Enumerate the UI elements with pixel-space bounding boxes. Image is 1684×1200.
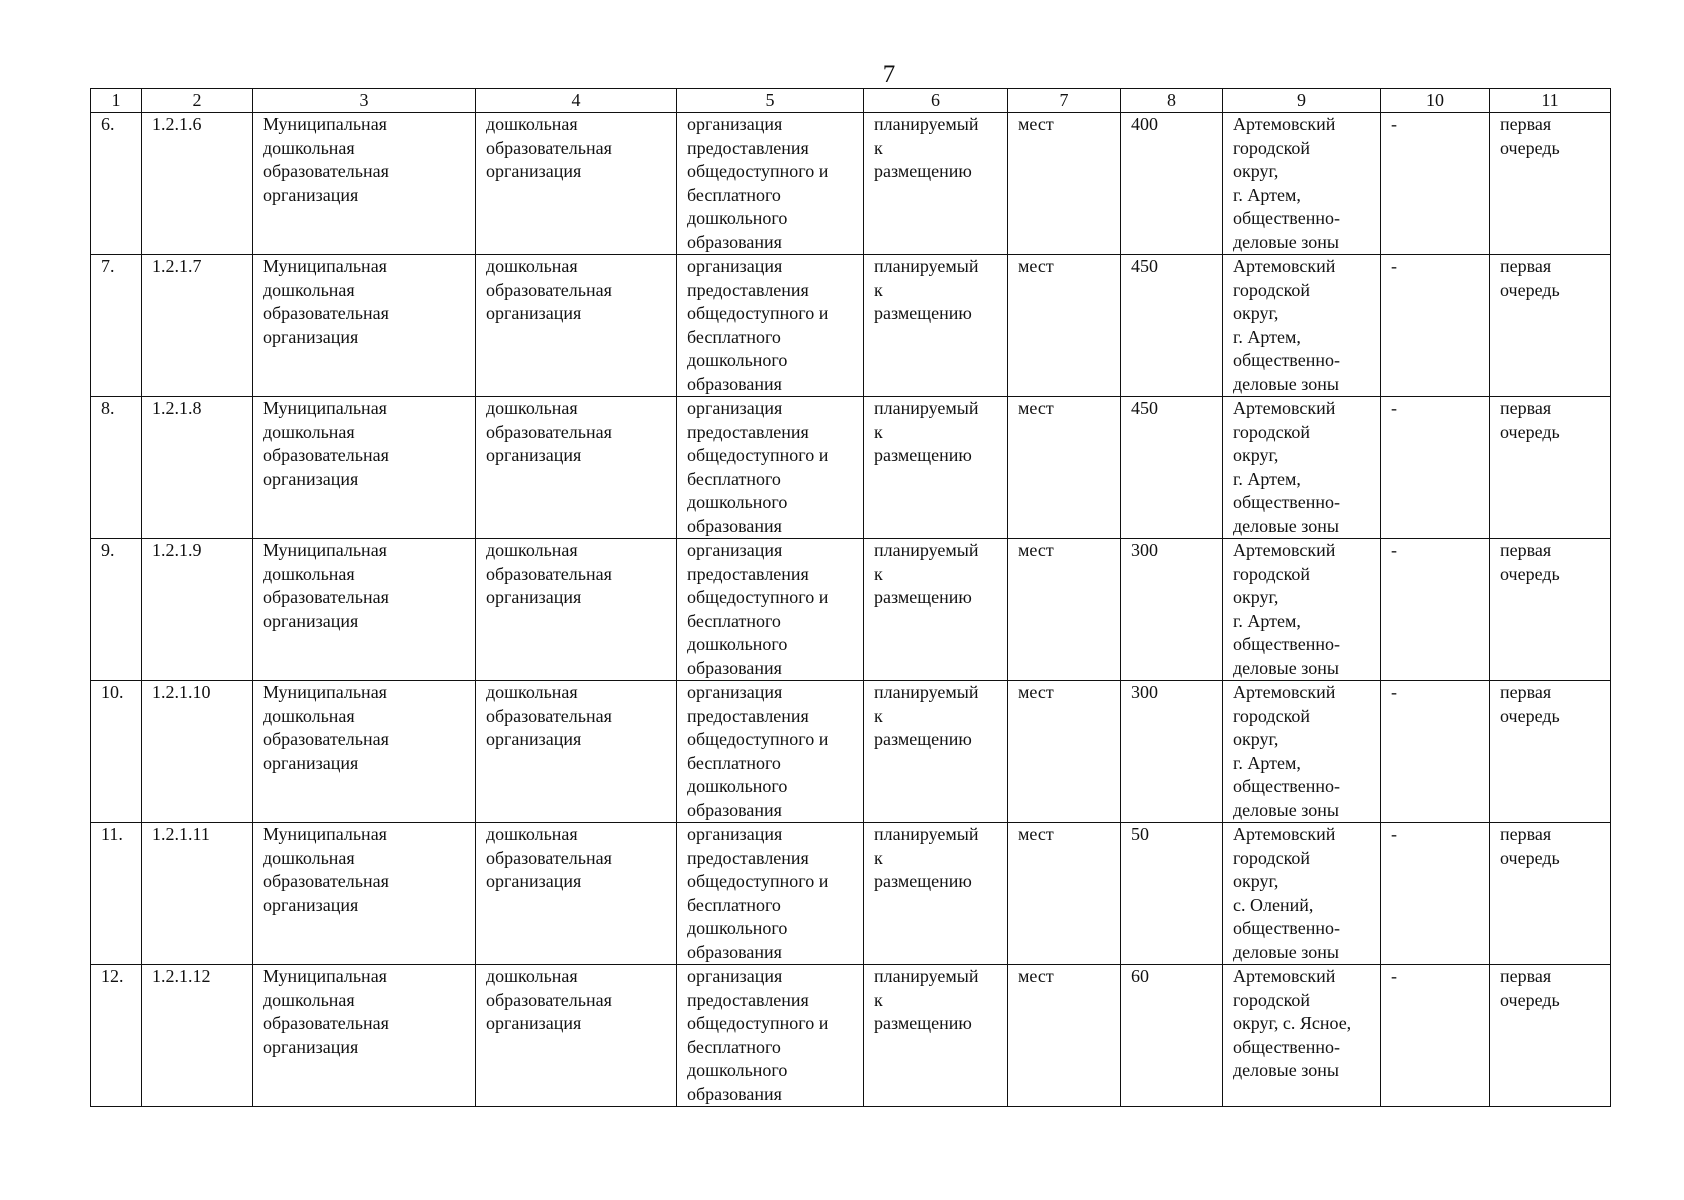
capacity-cell: 300 (1121, 539, 1223, 681)
object-purpose: организация предоставления общедоступного и бесплатного дошкольного образования (677, 965, 864, 1107)
column-header-10: 10 (1381, 89, 1490, 113)
stage-cell: первая очередь (1490, 255, 1611, 397)
zone-cell: - (1381, 255, 1490, 397)
capacity-cell: 50 (1121, 823, 1223, 965)
table-body (91, 113, 1611, 1107)
object-status: планируемый к размещению (864, 681, 1008, 823)
column-header-3: 3 (253, 89, 476, 113)
row-number: 9. (91, 539, 142, 681)
object-code: 1.2.1.9 (142, 539, 253, 681)
object-type: дошкольная образовательная организация (476, 681, 677, 823)
object-name: Муниципальная дошкольная образовательная организация (253, 965, 476, 1107)
zone-cell: - (1381, 965, 1490, 1107)
object-type: дошкольная образовательная организация (476, 823, 677, 965)
capacity-cell: 450 (1121, 397, 1223, 539)
column-header-11: 11 (1490, 89, 1611, 113)
column-header-1: 1 (91, 89, 142, 113)
object-code: 1.2.1.12 (142, 965, 253, 1107)
stage-cell: первая очередь (1490, 113, 1611, 255)
zone-cell: - (1381, 681, 1490, 823)
facilities-table (90, 88, 1611, 1107)
column-header-5: 5 (677, 89, 864, 113)
stage-cell: первая очередь (1490, 965, 1611, 1107)
table-row (91, 823, 1611, 965)
object-status: планируемый к размещению (864, 823, 1008, 965)
unit-cell: мест (1008, 681, 1121, 823)
unit-cell: мест (1008, 397, 1121, 539)
object-status: планируемый к размещению (864, 255, 1008, 397)
object-status: планируемый к размещению (864, 539, 1008, 681)
location-cell: Артемовский городской округ, с. Ясное, общественно- деловые зоны (1223, 965, 1381, 1107)
stage-cell: первая очередь (1490, 539, 1611, 681)
object-code: 1.2.1.11 (142, 823, 253, 965)
object-name: Муниципальная дошкольная образовательная организация (253, 113, 476, 255)
row-number: 11. (91, 823, 142, 965)
location-cell: Артемовский городской округ, г. Артем, общественно- деловые зоны (1223, 113, 1381, 255)
object-purpose: организация предоставления общедоступного и бесплатного дошкольного образования (677, 255, 864, 397)
column-header-2: 2 (142, 89, 253, 113)
unit-cell: мест (1008, 965, 1121, 1107)
object-name: Муниципальная дошкольная образовательная организация (253, 539, 476, 681)
row-number: 12. (91, 965, 142, 1107)
object-code: 1.2.1.6 (142, 113, 253, 255)
unit-cell: мест (1008, 823, 1121, 965)
object-code: 1.2.1.7 (142, 255, 253, 397)
stage-cell: первая очередь (1490, 681, 1611, 823)
column-header-8: 8 (1121, 89, 1223, 113)
unit-cell: мест (1008, 539, 1121, 681)
unit-cell: мест (1008, 113, 1121, 255)
location-cell: Артемовский городской округ, г. Артем, общественно- деловые зоны (1223, 539, 1381, 681)
table-row (91, 397, 1611, 539)
location-cell: Артемовский городской округ, г. Артем, общественно- деловые зоны (1223, 397, 1381, 539)
page-number: 7 (882, 61, 896, 88)
capacity-cell: 400 (1121, 113, 1223, 255)
capacity-cell: 60 (1121, 965, 1223, 1107)
table-row (91, 965, 1611, 1107)
object-purpose: организация предоставления общедоступного и бесплатного дошкольного образования (677, 681, 864, 823)
object-code: 1.2.1.10 (142, 681, 253, 823)
object-name: Муниципальная дошкольная образовательная организация (253, 397, 476, 539)
table-row (91, 255, 1611, 397)
object-purpose: организация предоставления общедоступного и бесплатного дошкольного образования (677, 113, 864, 255)
object-purpose: организация предоставления общедоступного и бесплатного дошкольного образования (677, 539, 864, 681)
object-name: Муниципальная дошкольная образовательная организация (253, 823, 476, 965)
capacity-cell: 300 (1121, 681, 1223, 823)
location-cell: Артемовский городской округ, г. Артем, общественно- деловые зоны (1223, 681, 1381, 823)
column-header-6: 6 (864, 89, 1008, 113)
row-number: 6. (91, 113, 142, 255)
zone-cell: - (1381, 113, 1490, 255)
object-type: дошкольная образовательная организация (476, 965, 677, 1107)
row-number: 10. (91, 681, 142, 823)
object-name: Муниципальная дошкольная образовательная организация (253, 255, 476, 397)
object-purpose: организация предоставления общедоступного и бесплатного дошкольного образования (677, 823, 864, 965)
table-row (91, 113, 1611, 255)
location-cell: Артемовский городской округ, г. Артем, общественно- деловые зоны (1223, 255, 1381, 397)
object-type: дошкольная образовательная организация (476, 113, 677, 255)
object-status: планируемый к размещению (864, 397, 1008, 539)
location-cell: Артемовский городской округ, с. Олений, общественно- деловые зоны (1223, 823, 1381, 965)
zone-cell: - (1381, 397, 1490, 539)
stage-cell: первая очередь (1490, 823, 1611, 965)
column-header-9: 9 (1223, 89, 1381, 113)
column-header-7: 7 (1008, 89, 1121, 113)
object-code: 1.2.1.8 (142, 397, 253, 539)
unit-cell: мест (1008, 255, 1121, 397)
object-status: планируемый к размещению (864, 113, 1008, 255)
object-status: планируемый к размещению (864, 965, 1008, 1107)
stage-cell: первая очередь (1490, 397, 1611, 539)
row-number: 7. (91, 255, 142, 397)
table-row (91, 681, 1611, 823)
table-row (91, 539, 1611, 681)
zone-cell: - (1381, 539, 1490, 681)
column-header-4: 4 (476, 89, 677, 113)
object-type: дошкольная образовательная организация (476, 255, 677, 397)
object-purpose: организация предоставления общедоступного и бесплатного дошкольного образования (677, 397, 864, 539)
header-row (91, 89, 1611, 113)
zone-cell: - (1381, 823, 1490, 965)
row-number: 8. (91, 397, 142, 539)
object-name: Муниципальная дошкольная образовательная организация (253, 681, 476, 823)
object-type: дошкольная образовательная организация (476, 397, 677, 539)
table-header (91, 89, 1611, 113)
object-type: дошкольная образовательная организация (476, 539, 677, 681)
capacity-cell: 450 (1121, 255, 1223, 397)
